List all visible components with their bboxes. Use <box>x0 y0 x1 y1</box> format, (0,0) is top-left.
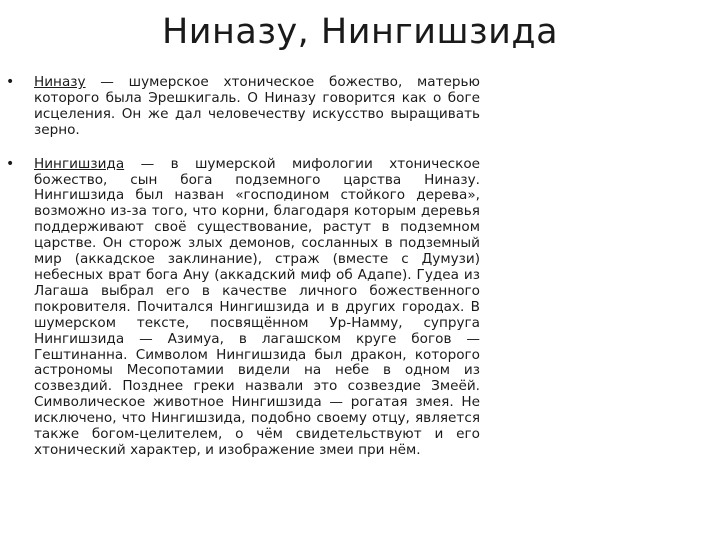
bullet-icon: • <box>6 74 15 90</box>
bullet-icon: • <box>6 155 15 172</box>
bullet-text: — шумерское хтоническое божество, матерью которого была Эрешкигаль. О Ниназу говорится как о боге исцеления. Он же дал человечеству искусство выращивать зерно. <box>34 74 480 138</box>
list-item <box>6 75 480 139</box>
term-ningishzida: Нингишзида <box>34 155 125 172</box>
list-item <box>6 157 480 459</box>
page-title: Ниназу, Нингишзида <box>161 12 559 52</box>
bullet-text: — в шумерской мифологии хтоническое божество, сын бога подземного царства Ниназу. Нингишзида был назван «господином стойкого дерева», возможно из-за того, что корни, благодаря которым деревья поддерживают своё существование, растут в подземном царстве. Он сторож злых демонов, сосланных в подземный мир (аккадское заклинание), страж (вместе с Думузи) небесных врат бога Ану (аккадский миф об Адапе). Гудеа из Лагаша выбрал его в качестве личного божественного покровителя. Почитался Нингишзида и в других городах. В шумерском тексте, посвящённом Ур-Намму, супруга Нингишзида — Азимуа, в лагашском круге богов — Гештинанна. Символом Нингишзида был дракон, которого астрономы Месопотамии видели на небе в одном из созвездий. Позднее греки назвали это созвездие Змеёй. Символическое животное Нингишзида — рогатая змея. Не исключено, что Нингишзида, подобно своему отцу, является также богом-целителем, о чём свидетельствуют и его хтонический характер, и изображение змеи при нём. <box>34 155 480 458</box>
term-ninazu: Ниназу <box>34 74 86 90</box>
bullet-list <box>6 75 480 459</box>
